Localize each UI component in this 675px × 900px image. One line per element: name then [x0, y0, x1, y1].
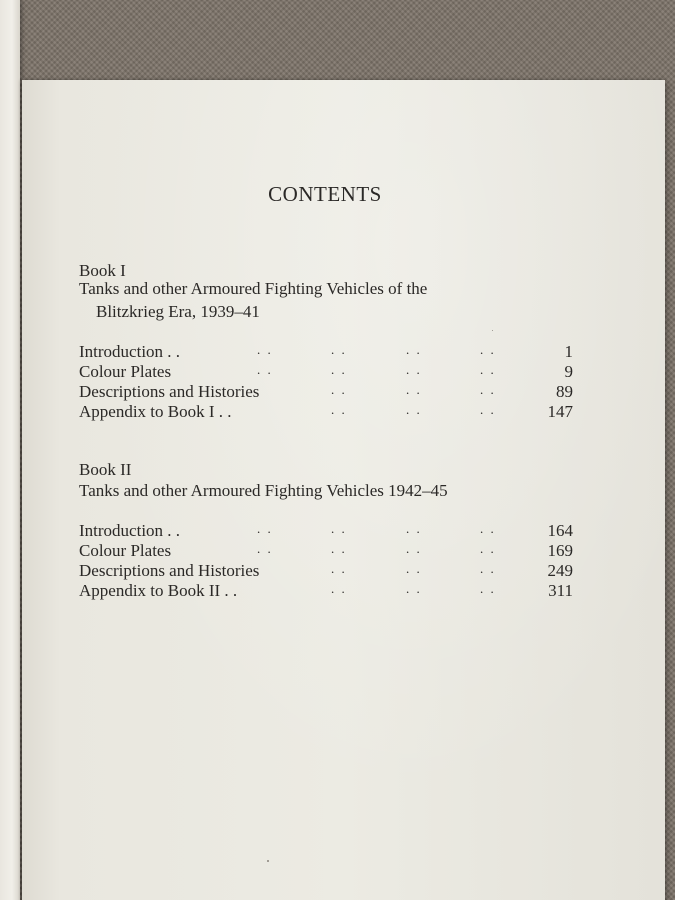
- dot-leader: . .: [406, 541, 422, 556]
- page-title: CONTENTS: [268, 182, 382, 206]
- dot-leader: . .: [331, 521, 347, 536]
- dot-leader: . .: [480, 541, 496, 556]
- dot-leader: . .: [480, 521, 496, 536]
- toc-entry-label: Descriptions and Histories: [79, 382, 260, 401]
- dot-leader: . .: [257, 521, 273, 536]
- book-one-subtitle: Tanks and other Armoured Fighting Vehicles of the: [79, 279, 428, 298]
- dot-leader: . .: [257, 362, 273, 377]
- paper-speck: [492, 330, 493, 331]
- toc-entry: [79, 382, 573, 402]
- dot-leader: . .: [480, 581, 496, 596]
- paper-speck: [267, 860, 269, 862]
- toc-page-number: 169: [547, 541, 573, 560]
- toc-entry: [79, 362, 573, 382]
- book-one-label: Book I: [79, 261, 126, 280]
- dot-leader: . .: [480, 402, 496, 417]
- toc-page-number: 249: [547, 561, 573, 580]
- dot-leader: . .: [331, 362, 347, 377]
- toc-entry: [79, 561, 573, 581]
- toc-page-number: 9: [564, 362, 573, 381]
- dot-leader: . .: [331, 541, 347, 556]
- dot-leader: . .: [406, 521, 422, 536]
- book-one-subtitle-continued: Blitzkrieg Era, 1939–41: [96, 302, 260, 321]
- facing-page-edge: [0, 0, 20, 900]
- book-two-label: Book II: [79, 460, 132, 479]
- dot-leader: . .: [480, 382, 496, 397]
- dot-leader: . .: [257, 342, 273, 357]
- toc-entry-label: Colour Plates: [79, 541, 172, 560]
- dot-leader: . .: [406, 561, 422, 576]
- toc-entry-label: Introduction . .: [79, 342, 181, 361]
- toc-page-number: 164: [547, 521, 573, 540]
- dot-leader: . .: [406, 362, 422, 377]
- dot-leader: . .: [331, 561, 347, 576]
- toc-entry-label: Appendix to Book I . .: [79, 402, 232, 421]
- toc-page-number: 89: [556, 382, 573, 401]
- toc-entry: [79, 402, 573, 422]
- dot-leader: . .: [406, 342, 422, 357]
- dot-leader: . .: [331, 581, 347, 596]
- toc-page-number: 311: [548, 581, 573, 600]
- toc-entry-label: Colour Plates: [79, 362, 172, 381]
- book-two-subtitle: Tanks and other Armoured Fighting Vehicles 1942–45: [79, 481, 448, 500]
- dot-leader: . .: [406, 382, 422, 397]
- dot-leader: . .: [480, 362, 496, 377]
- toc-entry-label: Introduction . .: [79, 521, 181, 540]
- toc-entry: [79, 541, 573, 561]
- dot-leader: . .: [406, 402, 422, 417]
- toc-entry: [79, 581, 573, 601]
- toc-entry-label: Appendix to Book II . .: [79, 581, 238, 600]
- book-page: [22, 80, 665, 900]
- dot-leader: . .: [406, 581, 422, 596]
- toc-entry: [79, 342, 573, 362]
- toc-page-number: 147: [547, 402, 573, 421]
- toc-entry: [79, 521, 573, 541]
- dot-leader: . .: [480, 561, 496, 576]
- dot-leader: . .: [331, 402, 347, 417]
- dot-leader: . .: [331, 382, 347, 397]
- dot-leader: . .: [257, 541, 273, 556]
- toc-page-number: 1: [564, 342, 573, 361]
- dot-leader: . .: [331, 342, 347, 357]
- dot-leader: . .: [480, 342, 496, 357]
- toc-entry-label: Descriptions and Histories: [79, 561, 260, 580]
